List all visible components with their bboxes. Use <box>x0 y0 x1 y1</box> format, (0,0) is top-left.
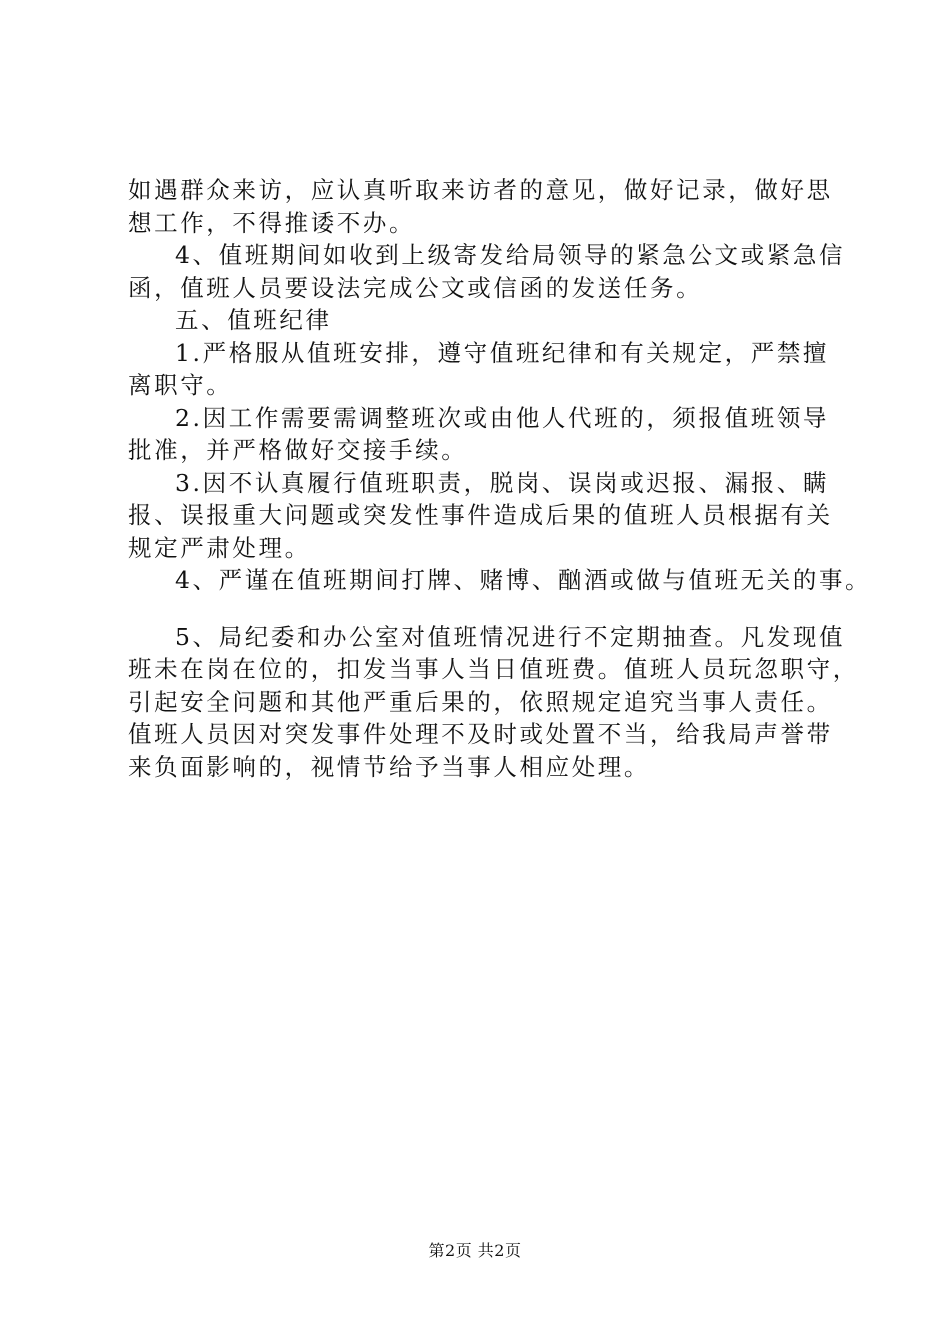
text-line: 4、值班期间如收到上级寄发给局领导的紧急公文或紧急信 <box>175 241 846 269</box>
page-footer: 第2页 共2页 <box>428 1241 522 1260</box>
text-line: 想工作，不得推诿不办。 <box>128 208 416 237</box>
text-line: 值班人员因对突发事件处理不及时或处置不当，给我局声誉带 <box>128 720 833 748</box>
text-line: 1.严格服从值班安排，遵守值班纪律和有关规定，严禁擅 <box>175 338 830 367</box>
paragraph-gap <box>128 597 848 621</box>
text-line: 来负面影响的，视情节给予当事人相应处理。 <box>128 752 650 781</box>
text-line: 五、值班纪律 <box>175 306 332 334</box>
text-line: 报、误报重大问题或突发性事件造成后果的值班人员根据有关 <box>128 501 833 529</box>
text-line: 规定严肃处理。 <box>128 533 311 562</box>
text-line: 4、严谨在值班期间打牌、赌博、酗酒或做与值班无关的事。 <box>175 566 872 594</box>
text-line: 2.因工作需要需调整班次或由他人代班的，须报值班领导 <box>175 403 830 432</box>
text-line: 如遇群众来访，应认真听取来访者的意见，做好记录，做好思 <box>128 176 833 204</box>
text-line: 批准，并严格做好交接手续。 <box>128 436 468 464</box>
text-line: 3.因不认真履行值班职责，脱岗、误岗或迟报、漏报、瞒 <box>175 468 830 497</box>
text-line: 函，值班人员要设法完成公文或信函的发送任务。 <box>128 273 703 302</box>
text-line: 离职守。 <box>128 371 233 399</box>
text-line: 引起安全问题和其他严重后果的，依照规定追究当事人责任。 <box>128 687 833 716</box>
text-line: 班未在岗在位的，扣发当事人当日值班费。值班人员玩忽职守， <box>128 655 859 683</box>
text-line: 5、局纪委和办公室对值班情况进行不定期抽查。凡发现值 <box>175 622 846 651</box>
document-body <box>128 174 872 783</box>
